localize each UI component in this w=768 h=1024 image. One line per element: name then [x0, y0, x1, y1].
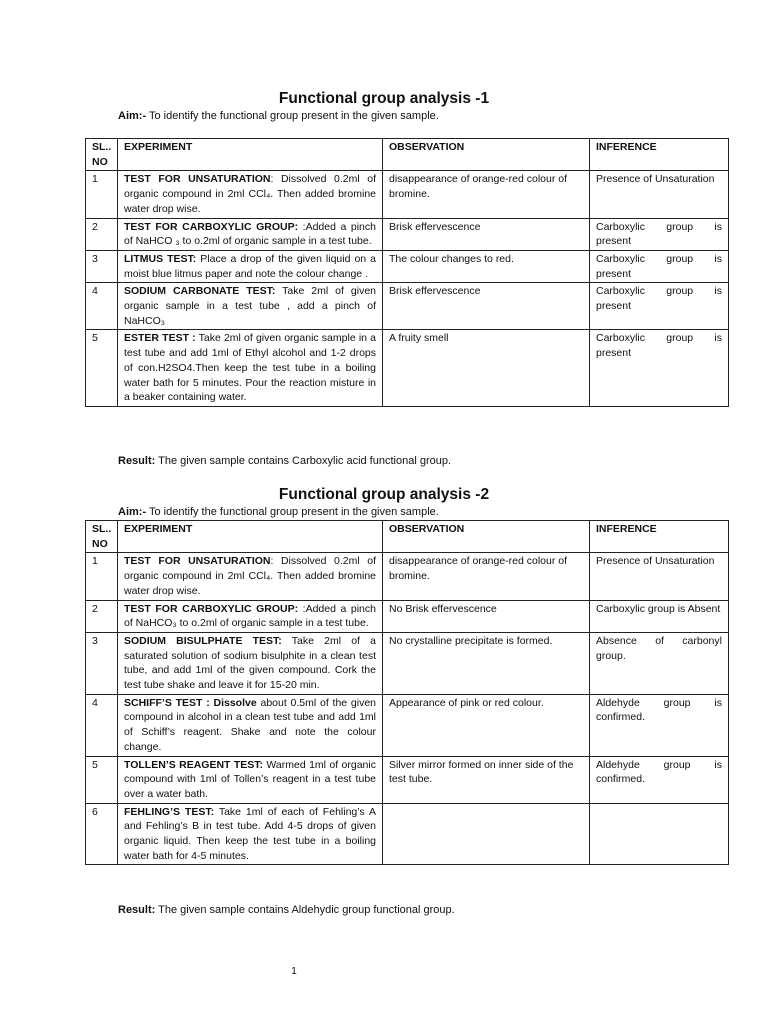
- table-row: [86, 600, 729, 632]
- cell-inference: Presence of Unsaturation: [590, 553, 729, 600]
- cell-inference: Carboxylic group is present: [590, 250, 729, 282]
- table-row: [86, 250, 729, 282]
- cell-sl: 1: [86, 171, 118, 218]
- experiment-title: TEST FOR UNSATURATION: [124, 173, 271, 186]
- cell-inference: Presence of Unsaturation: [590, 171, 729, 218]
- cell-sl: 2: [86, 600, 118, 632]
- cell-inference: Carboxylic group is present: [590, 218, 729, 250]
- cell-inference: Absence of carbonyl group.: [590, 632, 729, 694]
- table-row: [86, 632, 729, 694]
- experiment-text: Take 2ml of a saturated solution of sodium bisulphite in a clean test tube, and add 1ml of the given compound. Cork the test tube shake and leave it for 15-20 min.: [124, 634, 376, 692]
- experiment-text: Place a drop of the given liquid on a moist blue litmus paper and note the colour change .: [124, 252, 376, 280]
- experiment-text: :Added a pinch of NaHCO₃ to o.2ml of organic sample in a test tube.: [124, 602, 376, 630]
- result-label: Result:: [118, 455, 156, 467]
- cell-sl: 5: [86, 330, 118, 407]
- aim-text: To identify the functional group present in the given sample.: [146, 506, 439, 518]
- cell-sl: 4: [86, 694, 118, 756]
- section-2-table: [85, 520, 729, 865]
- cell-experiment: [118, 694, 383, 756]
- cell-experiment: [118, 600, 383, 632]
- header-observation: OBSERVATION: [383, 139, 590, 171]
- cell-inference: Aldehyde group is confirmed.: [590, 694, 729, 756]
- experiment-title: SODIUM BISULPHATE TEST:: [124, 634, 282, 647]
- cell-sl: 6: [86, 803, 118, 865]
- cell-experiment: [118, 283, 383, 330]
- experiment-title: SCHIFF’S TEST : Dissolve: [124, 696, 257, 709]
- cell-inference: Carboxylic group is present: [590, 283, 729, 330]
- cell-observation: A fruity smell: [383, 330, 590, 407]
- cell-observation: No crystalline precipitate is formed.: [383, 632, 590, 694]
- experiment-text: Warmed 1ml of organic compound with 1ml of Tollen’s reagent in a test tube over a water bath.: [124, 758, 376, 800]
- experiment-text: Take 2ml of given organic sample in a test tube , add a pinch of NaHCO₃: [124, 285, 376, 327]
- experiment-text: about 0.5ml of the given compound in alcohol in a clean test tube and add 1ml of Schiff’s reagent. Shake and note the colour change.: [124, 696, 377, 753]
- experiment-title: TEST FOR UNSATURATION: [124, 555, 271, 568]
- table-row: [86, 553, 729, 600]
- table-body: [86, 553, 729, 865]
- section-1-table: [85, 138, 729, 407]
- result-label: Result:: [118, 904, 156, 916]
- experiment-title: TOLLEN’S REAGENT TEST:: [124, 758, 264, 771]
- experiment-title: FEHLING’S TEST:: [124, 805, 215, 818]
- experiment-title: SODIUM CARBONATE TEST:: [124, 285, 276, 298]
- cell-observation: disappearance of orange-red colour of bromine.: [383, 171, 590, 218]
- experiment-text: : Dissolved 0.2ml of organic compound in 2ml CCl₄. Then added bromine water drop wise.: [124, 555, 376, 597]
- cell-experiment: [118, 218, 383, 250]
- page-number: 1: [291, 966, 297, 977]
- experiment-title: LITMUS TEST:: [124, 252, 197, 265]
- cell-sl: 2: [86, 218, 118, 250]
- cell-observation: Silver mirror formed on inner side of the test tube.: [383, 756, 590, 803]
- cell-experiment: [118, 756, 383, 803]
- cell-experiment: [118, 330, 383, 407]
- table-row: [86, 694, 729, 756]
- cell-observation: Brisk effervescence: [383, 218, 590, 250]
- table-row: [86, 171, 729, 218]
- experiment-title: TEST FOR CARBOXYLIC GROUP:: [124, 220, 299, 233]
- cell-sl: 5: [86, 756, 118, 803]
- section-1-aim: [118, 110, 439, 122]
- header-inference: INFERENCE: [590, 139, 729, 171]
- cell-sl: 3: [86, 250, 118, 282]
- header-experiment: EXPERIMENT: [118, 521, 383, 553]
- table-header-row: [86, 521, 729, 553]
- experiment-text: Take 2ml of given organic sample in a test tube and add 1ml of Ethyl alcohol and 1-2 drops of con.H2SO4.Then keep the test tube in a boiling water bath for 5 minutes. Pour the reaction misture in a beaker containing water.: [124, 332, 376, 404]
- header-experiment: EXPERIMENT: [118, 139, 383, 171]
- cell-observation: [383, 803, 590, 865]
- cell-sl: 4: [86, 283, 118, 330]
- cell-observation: disappearance of orange-red colour of bromine.: [383, 553, 590, 600]
- cell-experiment: [118, 803, 383, 865]
- table-row: [86, 803, 729, 865]
- table-row: [86, 283, 729, 330]
- experiment-text: : Dissolved 0.2ml of organic compound in 2ml CCl₄. Then added bromine water drop wise.: [124, 173, 376, 215]
- header-sl: SL.. NO: [86, 521, 118, 553]
- cell-experiment: [118, 553, 383, 600]
- aim-label: Aim:-: [118, 506, 147, 518]
- table-row: [86, 218, 729, 250]
- section-2-result: [118, 904, 455, 916]
- cell-experiment: [118, 171, 383, 218]
- cell-observation: Appearance of pink or red colour.: [383, 694, 590, 756]
- experiment-title: TEST FOR CARBOXYLIC GROUP:: [124, 602, 299, 615]
- cell-inference: Carboxylic group is Absent: [590, 600, 729, 632]
- experiment-text: Take 1ml of each of Fehling’s A and Fehling’s B in test tube. Add 4-5 drops of given organic liquid. Then keep the test tube in a boiling water bath for 4-5 minutes.: [124, 805, 376, 862]
- cell-inference: [590, 803, 729, 865]
- header-observation: OBSERVATION: [383, 521, 590, 553]
- cell-observation: Brisk effervescence: [383, 283, 590, 330]
- cell-experiment: [118, 250, 383, 282]
- experiment-text: :Added a pinch of NaHCO ₃ to o.2ml of organic sample in a test tube.: [124, 220, 376, 248]
- result-text: The given sample contains Aldehydic group functional group.: [155, 904, 455, 916]
- cell-observation: No Brisk effervescence: [383, 600, 590, 632]
- table-row: [86, 330, 729, 407]
- aim-text: To identify the functional group present in the given sample.: [146, 110, 439, 122]
- section-2-aim: [118, 506, 439, 518]
- cell-sl: 1: [86, 553, 118, 600]
- cell-experiment: [118, 632, 383, 694]
- table-row: [86, 756, 729, 803]
- section-1-result: [118, 455, 451, 467]
- header-inference: INFERENCE: [590, 521, 729, 553]
- header-sl: SL.. NO: [86, 139, 118, 171]
- section-1-title: Functional group analysis -1: [278, 90, 490, 107]
- result-text: The given sample contains Carboxylic acid functional group.: [155, 455, 452, 467]
- cell-inference: Aldehyde group is confirmed.: [590, 756, 729, 803]
- table-header-row: [86, 139, 729, 171]
- section-2-title: Functional group analysis -2: [278, 486, 490, 503]
- cell-sl: 3: [86, 632, 118, 694]
- cell-observation: The colour changes to red.: [383, 250, 590, 282]
- experiment-title: ESTER TEST :: [124, 332, 196, 345]
- cell-inference: Carboxylic group is present: [590, 330, 729, 407]
- aim-label: Aim:-: [118, 110, 147, 122]
- table-body: [86, 171, 729, 407]
